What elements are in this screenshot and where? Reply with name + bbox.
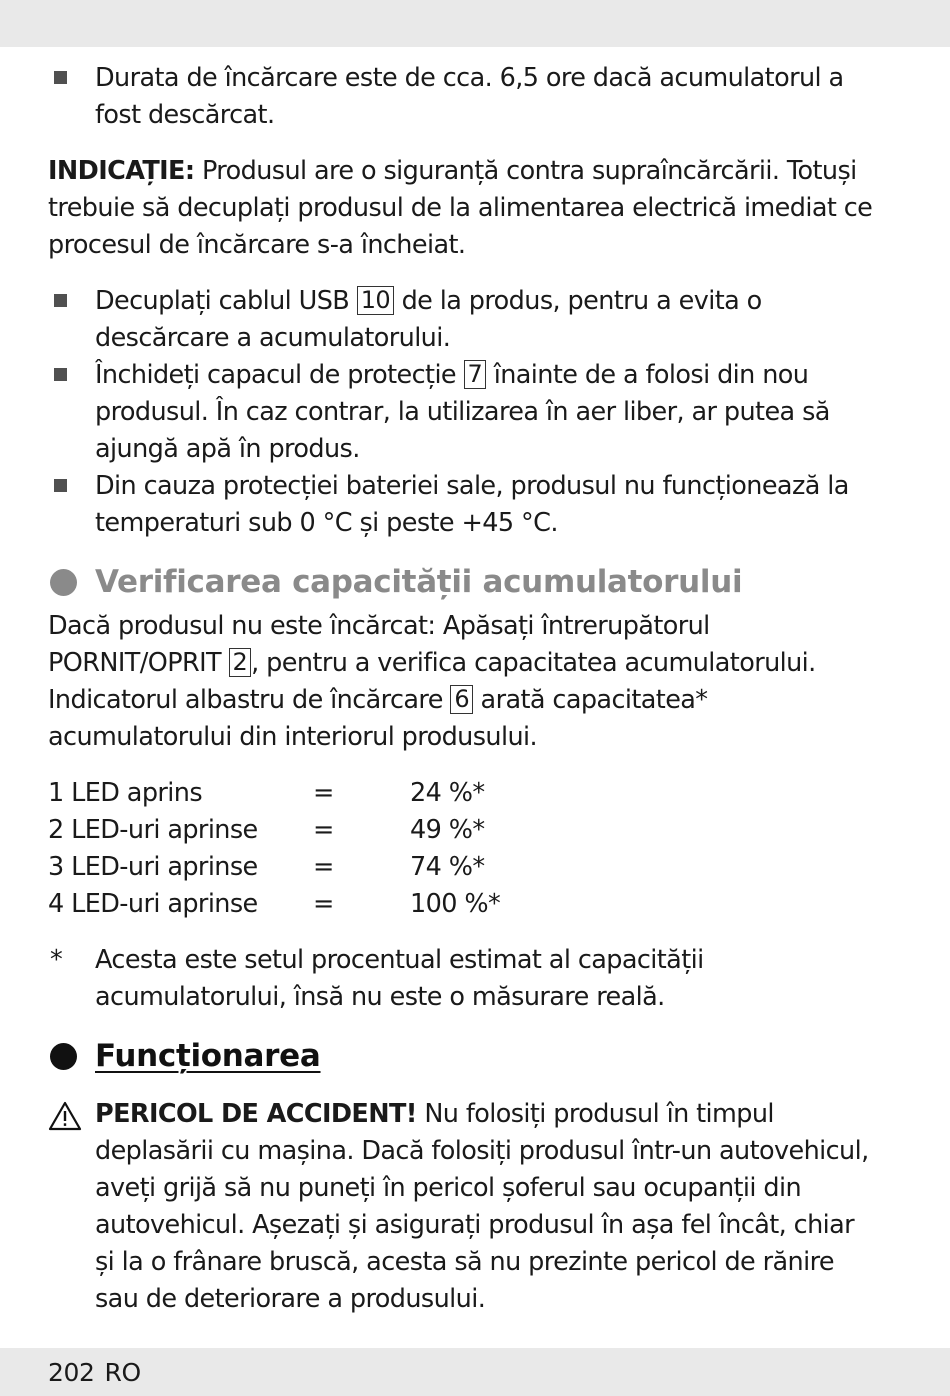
reference-number-box: 2	[229, 648, 252, 677]
equals-sign: =	[313, 889, 334, 919]
capacity-paragraph	[48, 608, 878, 756]
section-title: Funcționarea	[95, 1038, 321, 1074]
led-label: 2 LED-uri aprinse	[48, 815, 258, 845]
list-item-text: Din cauza protecției bateriei sale, produsul nu funcționează la temperaturi sub 0 °C și peste +45 °C.	[95, 471, 849, 538]
footnote-mark: *	[50, 945, 63, 975]
page-content	[48, 60, 878, 1318]
list-item-text: înainte de a folosi din nou produsul. În caz contrar, la utilizarea în aer liber, ar putea să ajungă apă în produs.	[95, 360, 830, 464]
note-label: INDICAȚIE:	[48, 156, 195, 186]
list-item-text: de la produs, pentru a evita o descărcare a acumulatorului.	[95, 286, 762, 353]
section-heading-capacity	[48, 560, 878, 604]
footnote	[48, 942, 878, 1016]
warning-block	[48, 1096, 878, 1318]
paragraph-text: , pentru a verifica capacitatea acumulatorului. Indicatorul albastru de încărcare	[48, 648, 816, 715]
equals-sign: =	[313, 815, 334, 845]
header-band	[0, 0, 950, 47]
list-item	[48, 468, 878, 542]
percentage-value: 100 %*	[410, 889, 501, 919]
list-item	[48, 357, 878, 468]
reference-number-box: 7	[464, 360, 487, 389]
paragraph-text: Dacă produsul nu este încărcat: Apăsați întrerupătorul PORNIT/OPRIT	[48, 611, 710, 678]
note-paragraph	[48, 153, 878, 264]
square-bullet-icon	[54, 479, 67, 492]
footnote-text: Acesta este setul procentual estimat al capacității acumulatorului, însă nu este o măsurare reală.	[95, 945, 704, 1012]
percentage-value: 74 %*	[410, 852, 485, 882]
page-footer	[48, 1354, 141, 1391]
warning-text: Nu folosiți produsul în timpul deplasării cu mașina. Dacă folosiți produsul într-un autovehicul, aveți grijă să nu puneți în pericol șoferul sau ocupanții din autovehicul. Așezați și asigurați produsul în așa fel încât, chiar și la o frânare bruscă, acesta să nu prezinte pericol de rănire sau de deteriorare a produsului.	[95, 1099, 869, 1314]
language-code: RO	[104, 1358, 141, 1387]
circle-bullet-icon	[50, 569, 77, 596]
reference-number-box: 6	[450, 685, 473, 714]
paragraph-text: arată capacitatea* acumulatorului din interiorul produsului.	[48, 685, 708, 752]
footer-band	[0, 1348, 950, 1396]
square-bullet-icon	[54, 368, 67, 381]
page-number: 202	[48, 1358, 95, 1387]
led-label: 4 LED-uri aprinse	[48, 889, 258, 919]
reference-number-box: 10	[357, 286, 394, 315]
square-bullet-icon	[54, 71, 67, 84]
equals-sign: =	[313, 778, 334, 808]
square-bullet-icon	[54, 294, 67, 307]
section-title: Verificarea capacității acumulatorului	[95, 564, 743, 600]
list-item-text: Decuplați cablul USB	[95, 286, 357, 316]
note-text: Produsul are o siguranță contra supraîncărcării. Totuși trebuie să decuplați produsul de la alimentarea electrică imediat ce procesul de încărcare s-a încheiat.	[48, 156, 873, 260]
equals-sign: =	[313, 852, 334, 882]
percentage-value: 49 %*	[410, 815, 485, 845]
led-capacity-table	[48, 775, 878, 923]
warning-triangle-icon	[48, 1101, 82, 1131]
list-item	[48, 60, 878, 134]
section-heading-operation	[48, 1034, 878, 1078]
percentage-value: 24 %*	[410, 778, 485, 808]
led-label: 3 LED-uri aprinse	[48, 852, 258, 882]
warning-label: PERICOL DE ACCIDENT!	[95, 1099, 417, 1129]
led-label: 1 LED aprins	[48, 778, 203, 808]
list-item	[48, 283, 878, 357]
circle-bullet-icon	[50, 1043, 77, 1070]
list-item-text: Închideți capacul de protecție	[95, 360, 464, 390]
charge-duration-text: Durata de încărcare este de cca. 6,5 ore dacă acumulatorul a fost descărcat.	[95, 63, 844, 130]
